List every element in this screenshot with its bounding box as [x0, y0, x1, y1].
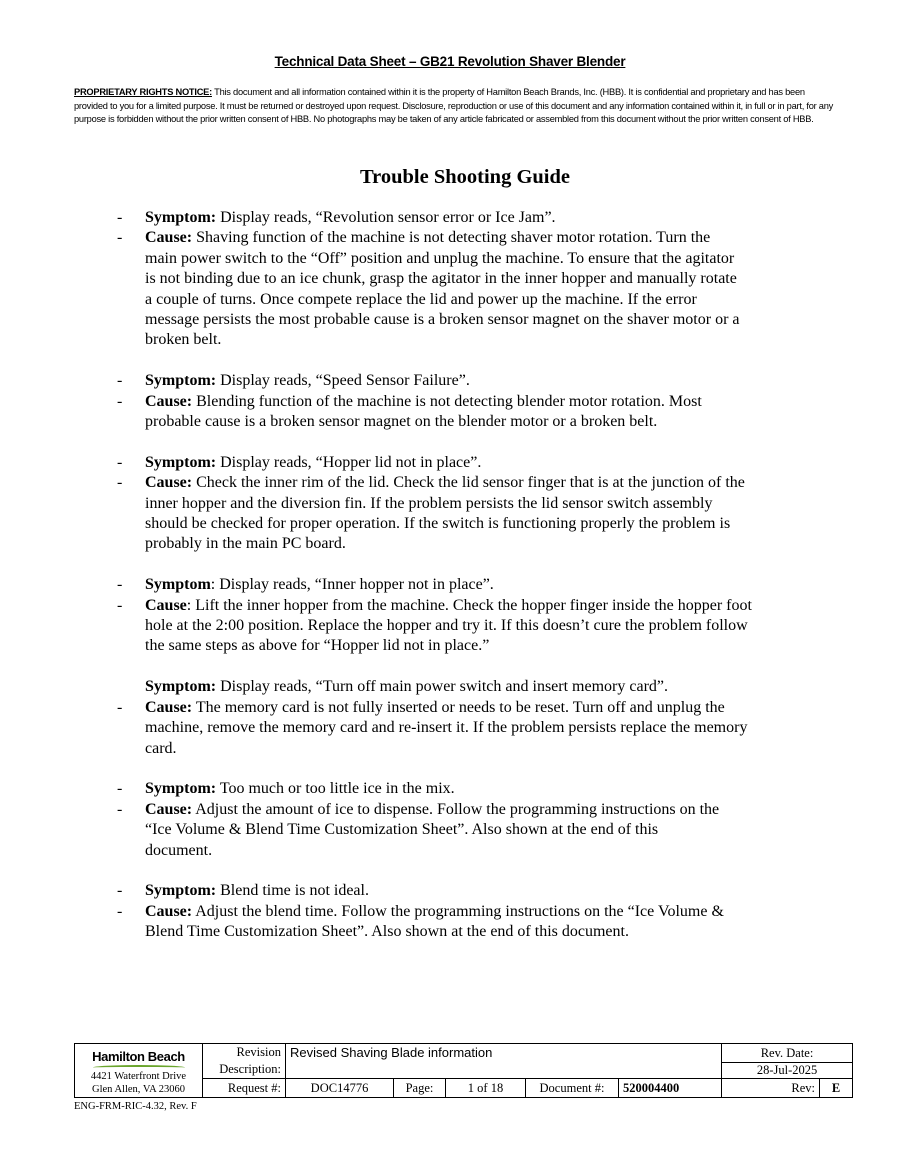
cause-text-line: Blend Time Customization Sheet”. Also shown at the end of this document. [145, 923, 629, 941]
symptom-label: Symptom: [145, 780, 217, 798]
list-dash: - [117, 882, 123, 900]
revision-description: Revised Shaving Blade information [286, 1044, 722, 1079]
list-dash: - [117, 800, 123, 818]
cause-text: Blending function of the machine is not detecting blender motor rotation. Most [192, 392, 702, 410]
symptom-label: Symptom: [145, 209, 217, 226]
symptom-line [117, 371, 817, 391]
cause-text-line: is not binding due to an ice chunk, grasp the agitator in the inner hopper and manually rotate [145, 270, 737, 288]
symptom-line [117, 208, 817, 228]
spacer [117, 759, 817, 779]
symptom-line [117, 881, 817, 901]
symptom-text: Display reads, “Revolution sensor error or Ice Jam”. [216, 209, 556, 226]
cause-label: Cause: [145, 698, 193, 716]
cause-text: : Lift the inner hopper from the machine. Check the hopper finger inside the hopper foot [186, 596, 752, 614]
cause-label: Cause: [145, 800, 193, 818]
list-dash: - [117, 902, 123, 920]
cause-text-line: machine, remove the memory card and re-insert it. If the problem persists replace the memory [145, 719, 748, 737]
cause-text-line: document. [145, 841, 213, 859]
document-value: 520004400 [619, 1079, 722, 1098]
cause-text: Adjust the amount of ice to dispense. Follow the programming instructions on the [192, 800, 720, 818]
list-dash: - [117, 229, 123, 247]
cause-text-line: should be checked for proper operation. If the switch is functioning properly the problem is [145, 515, 731, 533]
cause-text-line: probable cause is a broken sensor magnet on the blender motor or a broken belt. [145, 413, 658, 431]
cause-line [117, 228, 817, 248]
list-dash: - [117, 576, 123, 594]
cause-label: Cause: [145, 902, 193, 920]
cause-text-line: the same steps as above for “Hopper lid not in place.” [145, 637, 490, 655]
cause-text-line: main power switch to the “Off” position and unplug the machine. To ensure that the agitator [145, 249, 735, 267]
symptom-line [117, 453, 817, 473]
symptom-label: Symptom: [145, 453, 217, 471]
hamilton-beach-logo [92, 1050, 185, 1070]
troubleshooting-list [117, 208, 817, 943]
rev-value: E [820, 1079, 853, 1098]
spacer [117, 861, 817, 881]
symptom-line [117, 575, 817, 595]
cause-text: Shaving function of the machine is not detecting shaver motor rotation. Turn the [192, 229, 711, 247]
list-dash: - [117, 453, 123, 471]
cause-line [117, 392, 817, 412]
rev-date-value: 28-Jul-2025 [722, 1063, 853, 1079]
document-label: Document #: [526, 1079, 619, 1098]
cause-text-line: message persists the most probable cause is a broken sensor magnet on the shaver motor or a [145, 311, 740, 329]
symptom-label: Symptom [145, 576, 211, 594]
symptom-text: Blend time is not ideal. [216, 882, 369, 900]
list-dash: - [117, 474, 123, 492]
address-line-2: Glen Allen, VA 23060 [92, 1083, 185, 1095]
rev-date-label: Rev. Date: [722, 1044, 853, 1063]
cause-text-line: “Ice Volume & Blend Time Customization Sheet”. Also shown at the end of this [145, 821, 659, 839]
cause-line [117, 698, 817, 718]
cause-label: Cause: [145, 474, 193, 492]
cause-label: Cause: [145, 392, 193, 410]
revision-label-line-1: Revision [236, 1045, 281, 1059]
list-dash: - [117, 372, 123, 390]
list-dash: - [117, 392, 123, 410]
notice-text: This document and all information contained within it is the property of Hamilton Beach Brands, Inc. (HBB). It is confidential and proprietary and has been provided to you for a limited purpose. It must be returned or destroyed upon request. Disclosure, reproduction or use of this document and any information contained within it, in full or in part, for any purpose is forbidden without the prior written consent of HBB. No photographs may be taken of any article fabricated or assembled from this document without the prior written consent of HBB. [74, 87, 834, 125]
symptom-label: Symptom: [145, 372, 217, 390]
spacer [117, 432, 817, 452]
cause-line [117, 800, 817, 820]
list-dash: - [117, 596, 123, 614]
symptom-text: : Display reads, “Inner hopper not in place”. [210, 576, 494, 594]
symptom-text: Display reads, “Speed Sensor Failure”. [216, 372, 470, 390]
cause-label: Cause [145, 596, 187, 614]
symptom-text: Display reads, “Turn off main power switch and insert memory card”. [216, 678, 668, 696]
cause-text-line: card. [145, 739, 177, 757]
revision-label-line-2: Description: [219, 1062, 281, 1076]
rev-label: Rev: [722, 1079, 820, 1098]
proprietary-notice [74, 86, 834, 127]
cause-text-line: probably in the main PC board. [145, 535, 346, 553]
address-line-1: 4421 Waterfront Drive [90, 1070, 187, 1082]
spacer [117, 555, 817, 575]
list-dash: - [117, 698, 123, 716]
notice-label: PROPRIETARY RIGHTS NOTICE: [74, 87, 212, 97]
symptom-line [117, 677, 817, 697]
cause-text-line: a couple of turns. Once compete replace the lid and power up the machine. If the error [145, 290, 697, 308]
symptom-label: Symptom: [145, 678, 217, 696]
company-block [75, 1044, 203, 1098]
list-dash: - [117, 780, 123, 798]
footer-table [74, 1043, 853, 1098]
spacer [117, 657, 817, 677]
symptom-text: Display reads, “Hopper lid not in place”. [216, 453, 482, 471]
cause-line [117, 473, 817, 493]
document-title: Technical Data Sheet – GB21 Revolution Shaver Blender [274, 54, 626, 69]
cause-text-line: inner hopper and the diversion fin. If the problem persists the lid sensor switch assembly [145, 494, 713, 512]
page-value: 1 of 18 [446, 1079, 526, 1098]
cause-text-line: hole at the 2:00 position. Replace the hopper and try it. If this doesn’t cure the problem follow [145, 617, 748, 635]
cause-text: Check the inner rim of the lid. Check the lid sensor finger that is at the junction of the [192, 474, 745, 492]
logo-swoosh-icon [93, 1065, 185, 1070]
cause-text: The memory card is not fully inserted or needs to be reset. Turn off and unplug the [192, 698, 725, 716]
request-value: DOC14776 [286, 1079, 394, 1098]
page-label: Page: [394, 1079, 446, 1098]
cause-line [117, 596, 817, 616]
cause-label: Cause: [145, 229, 193, 247]
cause-text-line: broken belt. [145, 331, 222, 349]
request-label: Request #: [203, 1079, 286, 1098]
spacer [117, 351, 817, 371]
list-dash: - [117, 209, 123, 226]
cause-line [117, 902, 817, 922]
form-id: ENG-FRM-RIC-4.32, Rev. F [74, 1101, 197, 1112]
symptom-text: Too much or too little ice in the mix. [216, 780, 455, 798]
revision-label [203, 1044, 286, 1079]
guide-heading: Trouble Shooting Guide [360, 166, 570, 188]
logo-text: Hamilton Beach [92, 1048, 185, 1064]
cause-text: Adjust the blend time. Follow the programming instructions on the “Ice Volume & [192, 902, 724, 920]
symptom-label: Symptom: [145, 882, 217, 900]
symptom-line [117, 779, 817, 799]
